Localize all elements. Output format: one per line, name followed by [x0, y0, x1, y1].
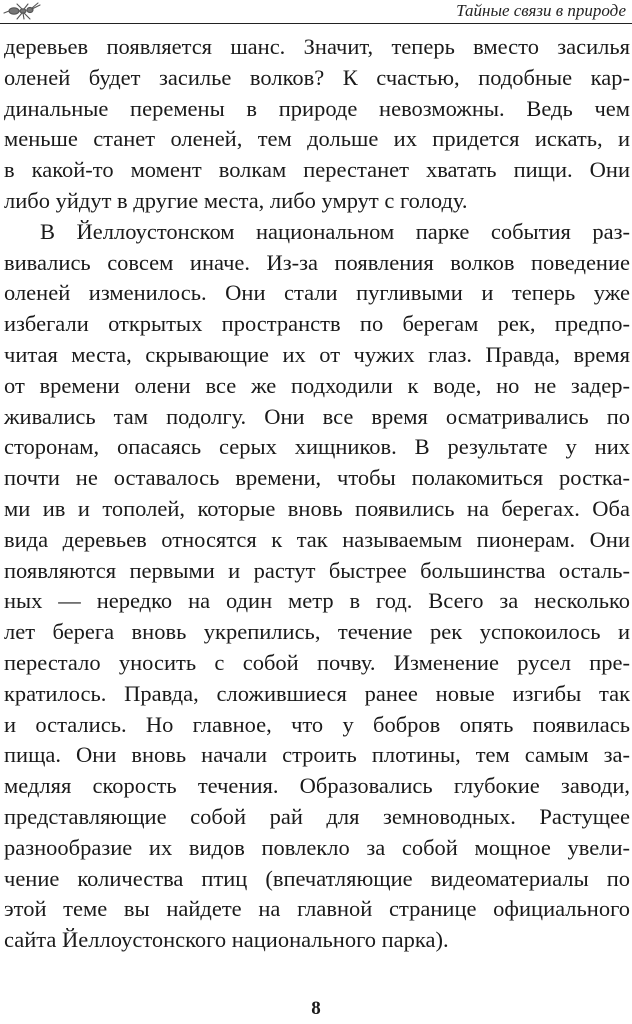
text-line: в какой-то момент волкам перестанет хватать пищи. Они: [4, 157, 630, 183]
text-line: динальные перемены в природе невозможны. Ведь чем: [4, 95, 630, 121]
page-number: 8: [311, 998, 321, 1019]
header-divider: [0, 23, 632, 24]
page-header: [0, 0, 632, 26]
text-line: почти не оставалось времени, чтобы полакомиться ростка-: [4, 465, 630, 491]
text-line: сайта Йеллоустонского национального парка).: [4, 927, 449, 953]
text-line: появляются первыми и растут быстрее большинства осталь-: [4, 557, 630, 583]
text-line: чение количества птиц (впечатляющие видеоматериалы по: [4, 865, 630, 891]
text-line: разнообразие их видов повлекло за собой мощное увели-: [4, 834, 630, 860]
text-line: медляя скорость течения. Образовались глубокие заводи,: [4, 773, 630, 799]
page-body: [4, 32, 630, 956]
text-line: этой теме вы найдете на главной странице официального: [4, 896, 630, 922]
text-line: вивались совсем иначе. Из-за появления волков поведение: [4, 249, 630, 275]
text-line: живались там подолгу. Они все время осматривались по: [4, 403, 630, 429]
ant-icon: [2, 1, 48, 21]
text-line: от времени олени все же подходили к воде, но не задер-: [4, 372, 630, 398]
text-line: избегали открытых пространств по берегам рек, предпо-: [4, 311, 630, 337]
paragraph: [4, 32, 630, 217]
text-line: кратилось. Правда, сложившиеся ранее новые изгибы так: [4, 680, 630, 706]
text-line: перестало уносить с собой почву. Изменение русел пре-: [4, 649, 630, 675]
text-line: оленей будет засилье волков? К счастью, подобные кар-: [4, 64, 630, 90]
running-title: Тайные связи в природе: [456, 1, 626, 20]
text-line: оленей изменилось. Они стали пугливыми и теперь уже: [4, 280, 630, 306]
text-line: пища. Они вновь начали строить плотины, тем самым за-: [4, 742, 630, 768]
text-line: либо уйдут в другие места, либо умрут с голоду.: [4, 187, 468, 213]
text-line: деревьев появляется шанс. Значит, теперь вместо засилья: [4, 34, 630, 59]
text-line: сторонам, опасаясь серых хищников. В результате у них: [4, 434, 630, 460]
text-line: меньше станет оленей, тем дольше их придется искать, и: [4, 126, 630, 152]
text-line: читая места, скрывающие их от чужих глаз. Правда, время: [4, 341, 630, 367]
text-line: и остались. Но главное, что у бобров опять появилась: [4, 711, 630, 737]
text-line: ных — нередко на один метр в год. Всего за несколько: [4, 588, 630, 614]
paragraph: [4, 217, 630, 956]
text-line: вида деревьев относятся к так называемым пионерам. Они: [4, 526, 630, 552]
text-line: лет берега вновь укрепились, течение рек успокоилось и: [4, 619, 630, 645]
text-line: представляющие собой рай для земноводных. Растущее: [4, 803, 630, 829]
text-line: ми ив и тополей, которые вновь появились на берегах. Оба: [4, 495, 630, 521]
text-line: В Йеллоустонском национальном парке события раз-: [40, 218, 630, 244]
